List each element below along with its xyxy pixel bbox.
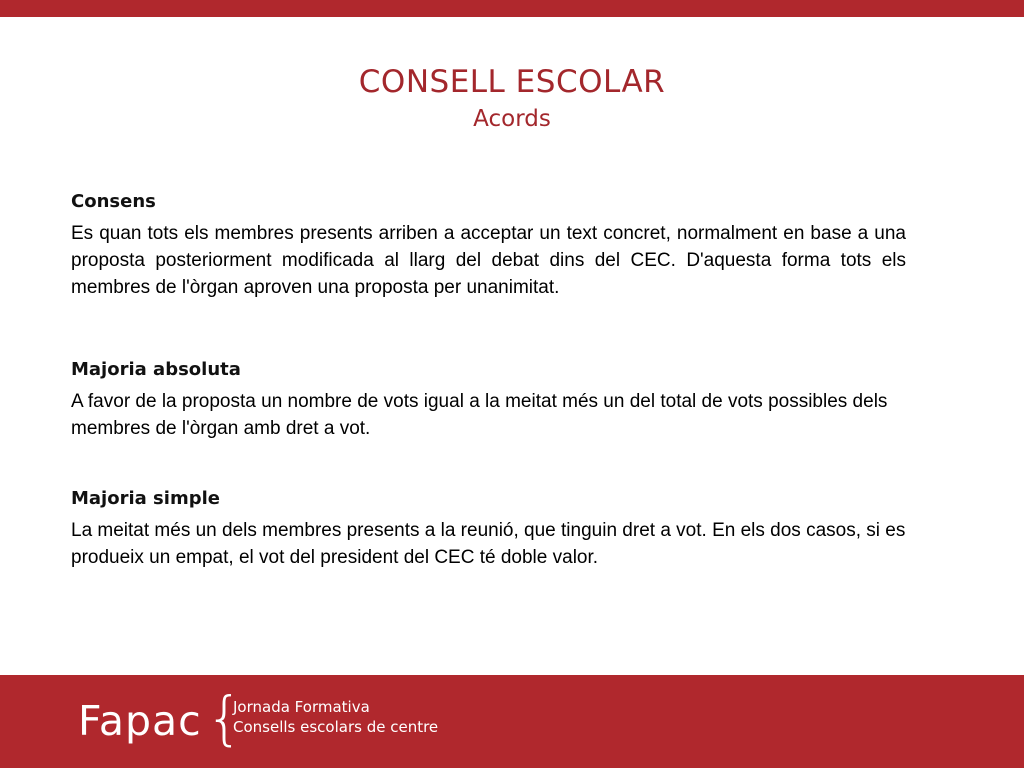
section-majoria-absoluta (71, 358, 906, 442)
logo-wordmark: Fapac (78, 697, 202, 745)
footer-line-1: Jornada Formativa (233, 698, 370, 716)
top-accent-bar (0, 0, 1024, 17)
section-majoria-simple (71, 487, 906, 571)
section-text: A favor de la proposta un nombre de vots igual a la meitat més un del total de vots possibles dels membres de l'òrgan amb dret a vot. (71, 391, 888, 439)
page-subtitle: Acords (473, 106, 551, 132)
page-title: CONSELL ESCOLAR (358, 64, 666, 100)
footer-caption (233, 697, 438, 737)
section-text: Es quan tots els membres presents arriben a acceptar un text concret, normalment en base a una proposta posteriorment modificada al llarg del debat dins del CEC. D'aquesta forma tots els membres de l'òrgan aproven una proposta per unanimitat. (71, 223, 906, 298)
title-block (0, 62, 1024, 134)
section-heading: Consens (71, 191, 156, 212)
footer-bar (0, 675, 1024, 768)
section-consens (71, 190, 906, 301)
section-heading: Majoria absoluta (71, 359, 241, 380)
section-text: La meitat més un dels membres presents a la reunió, que tinguin dret a vot. En els dos casos, si es produeix un empat, el vot del president del CEC té doble valor. (71, 520, 906, 568)
footer-line-2: Consells escolars de centre (233, 718, 439, 736)
section-heading: Majoria simple (71, 488, 220, 509)
logo-brace: { (206, 684, 243, 752)
